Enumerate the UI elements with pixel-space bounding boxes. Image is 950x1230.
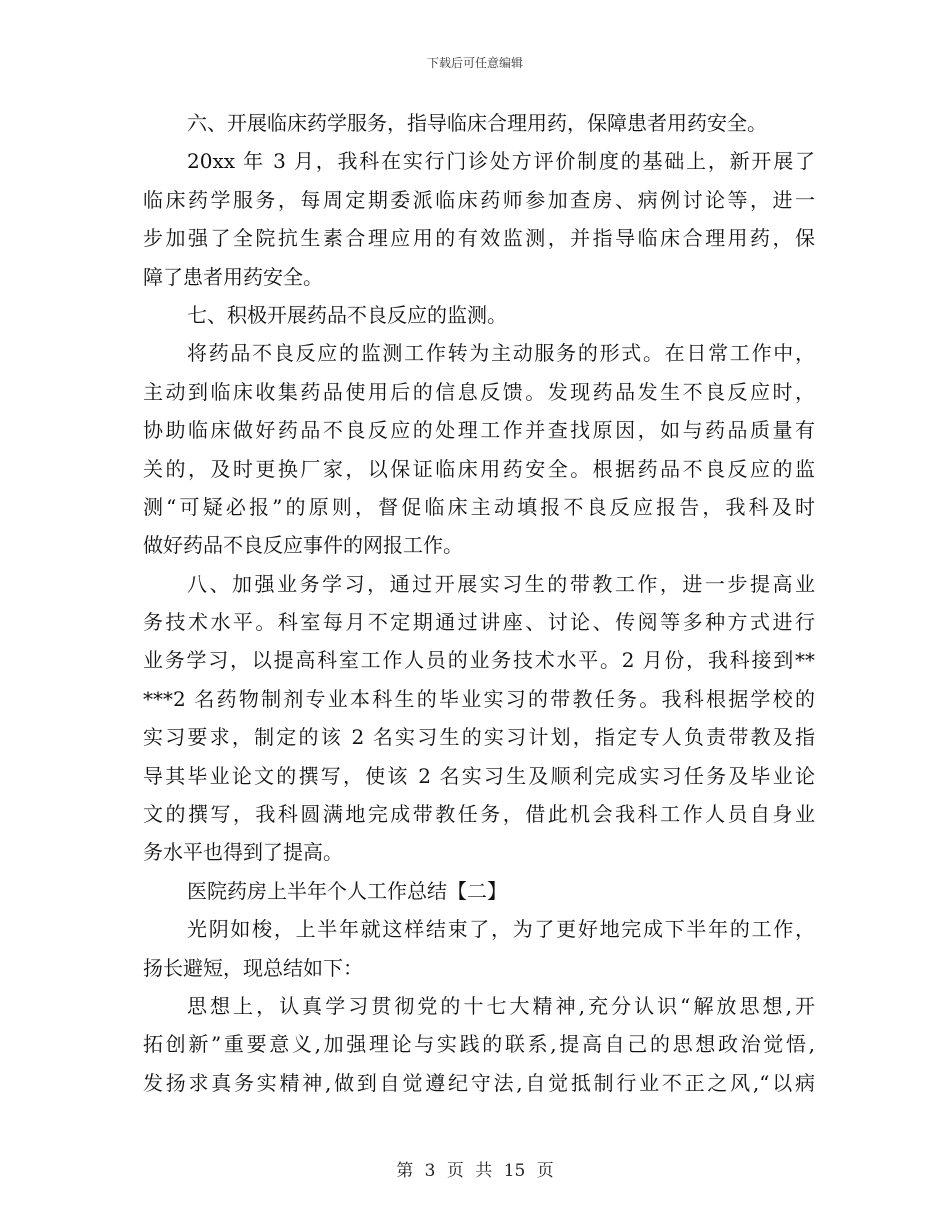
text-line: 步加强了全院抗生素合理应用的有效监测，并指导临床合理用药，保 <box>143 226 815 251</box>
text-line: 临床药学服务，每周定期委派临床药师参加查房、病例讨论等，进一 <box>143 187 815 212</box>
page-footer: 第 3 页 共 15 页 <box>396 1161 554 1181</box>
text-line: 主动到临床收集药品使用后的信息反馈。发现药品发生不良反应时， <box>143 379 815 404</box>
text-line: ***2 名药物制剂专业本科生的毕业实习的带教任务。我科根据学校的 <box>143 686 815 711</box>
text-line: 20xx 年 3 月，我科在实行门诊处方评价制度的基础上，新开展了 <box>187 149 815 174</box>
text-line: 导其毕业论文的撰写，使该 2 名实习生及顺利完成实习任务及毕业论 <box>143 763 815 788</box>
text-line: 拓创新”重要意义,加强理论与实践的联系,提高自己的思想政治觉悟, <box>143 1032 815 1057</box>
text-line: 协助临床做好药品不良反应的处理工作并查找原因，如与药品质量有 <box>143 418 815 443</box>
text-line: 务技术水平。科室每月不定期通过讲座、讨论、传阅等多种方式进行 <box>143 610 815 635</box>
text-line: 扬长避短，现总结如下： <box>143 955 363 980</box>
text-line: 发扬求真务实精神,做到自觉遵纪守法,自觉抵制行业不正之风,“以病 <box>143 1070 815 1095</box>
text-line: 实习要求，制定的该 2 名实习生的实习计划，指定专人负责带教及指 <box>143 725 815 750</box>
document-body <box>143 104 815 1102</box>
text-line: 测“可疑必报”的原则，督促临床主动填报不良反应报告，我科及时 <box>143 494 815 519</box>
text-line: 关的，及时更换厂家，以保证临床用药安全。根据药品不良反应的监 <box>143 456 815 481</box>
text-line: 将药品不良反应的监测工作转为主动服务的形式。在日常工作中， <box>187 341 815 366</box>
text-line: 六、开展临床药学服务，指导临床合理用药，保障患者用药安全。 <box>187 111 767 135</box>
text-line: 思想上，认真学习贯彻党的十七大精神,充分认识“解放思想,开 <box>187 993 815 1018</box>
page-header: 下载后可任意编辑 <box>426 56 523 70</box>
text-line: 七、积极开展药品不良反应的监测。 <box>187 302 507 327</box>
text-line: 业务学习，以提高科室工作人员的业务技术水平。2 月份，我科接到** <box>143 648 815 673</box>
text-line: 做好药品不良反应事件的网报工作。 <box>143 533 463 558</box>
text-line: 八、加强业务学习，通过开展实习生的带教工作，进一步提高业 <box>187 571 815 596</box>
text-line: 务水平也得到了提高。 <box>143 840 343 865</box>
text-line: 文的撰写，我科圆满地完成带教任务，借此机会我科工作人员自身业 <box>143 802 815 827</box>
text-line: 医院药房上半年个人工作总结【二】 <box>187 878 507 903</box>
text-line: 光阴如梭，上半年就这样结束了，为了更好地完成下半年的工作， <box>187 917 815 942</box>
text-line: 障了患者用药安全。 <box>143 264 323 289</box>
